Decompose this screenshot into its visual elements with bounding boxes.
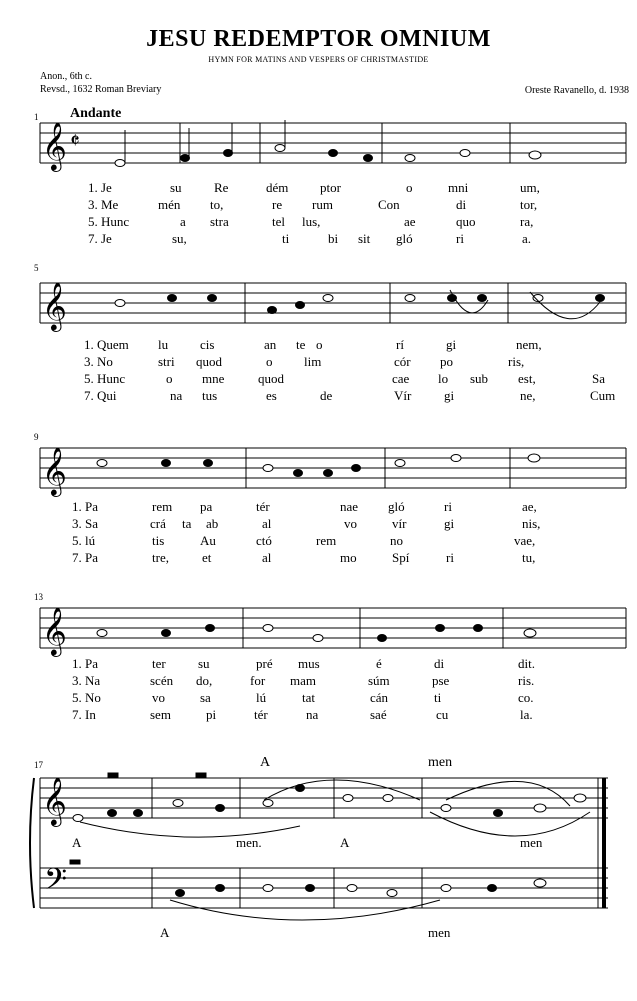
lyric-syllable: rem [316, 533, 337, 548]
lyric-syllable: tus [202, 388, 218, 403]
lyric-syllable: nis, [522, 516, 541, 531]
lyric-syllable: rí [396, 337, 404, 352]
lyric-syllable: cór [394, 354, 411, 369]
lyric-syllable: lú [256, 690, 267, 705]
lyric-syllable: rem [152, 499, 173, 514]
lyric-syllable: o [406, 180, 413, 195]
lyric-syllable: Vír [394, 388, 412, 403]
measure-number: 1 [34, 112, 39, 122]
lyric-syllable: na [306, 707, 319, 722]
treble-clef-icon: 𝄞 [42, 776, 67, 825]
lyric-syllable: mne [202, 371, 225, 386]
lyric-syllable: mén [158, 197, 181, 212]
lyric-syllable: mni [448, 180, 469, 195]
lyric-syllable: ab [206, 516, 219, 531]
lyric-syllable: 1. Quem [84, 337, 129, 352]
lyric-syllable: é [376, 656, 382, 671]
lyric-syllable: vae, [514, 533, 536, 548]
lyric-syllable: gi [446, 337, 457, 352]
treble-clef-icon: 𝄞 [42, 446, 67, 495]
lyric-syllable: la. [520, 707, 533, 722]
composer-credit: Oreste Ravanello, d. 1938 [524, 85, 629, 96]
lyric-syllable: sub [470, 371, 489, 386]
lyric-syllable: 7. In [72, 707, 96, 722]
lyric-syllable: for [250, 673, 266, 688]
lyric-syllable: vo [152, 690, 165, 705]
lyric-syllable: te [296, 337, 306, 352]
lyric-syllable: tér [254, 707, 268, 722]
bass-clef-icon: 𝄢 [44, 863, 68, 904]
lyric-syllable: cis [200, 337, 215, 352]
text-revision: Revsd., 1632 Roman Breviary [40, 84, 162, 95]
lyric-syllable: de [320, 388, 333, 403]
lyric-syllable: 3. No [84, 354, 113, 369]
lyric-syllable: ris. [518, 673, 535, 688]
lyric-syllable: su [170, 180, 182, 195]
measure-number: 17 [34, 760, 43, 770]
lyric-syllable: gló [388, 499, 405, 514]
lyric-syllable: et [202, 550, 212, 565]
tempo-marking: Andante [70, 106, 122, 121]
lyric-syllable: ae, [522, 499, 537, 514]
lyric-syllable: cu [436, 707, 449, 722]
lyric-syllable: co. [518, 690, 534, 705]
lyric-syllable: dém [266, 180, 289, 195]
lyric-syllable: Cum [590, 388, 616, 403]
lyric-syllable: sa [200, 690, 211, 705]
lyric-syllable: ris, [508, 354, 525, 369]
staff-system-4 [40, 608, 626, 648]
lyric-syllable: es [266, 388, 277, 403]
lyric-syllable: o [316, 337, 323, 352]
lyric-syllable: rum [312, 197, 333, 212]
lyric-syllable: ne, [520, 388, 536, 403]
amen-upper-a: A [260, 755, 271, 770]
lyric-syllable: gi [444, 388, 455, 403]
lyric-syllable: 5. lú [72, 533, 96, 548]
lyric-syllable: tel [272, 214, 285, 229]
lyric-syllable: di [456, 197, 467, 212]
lyric-syllable: o [266, 354, 273, 369]
lyric-syllable: sit [358, 231, 371, 246]
lyric-syllable: scén [150, 673, 174, 688]
lyric-syllable: po [440, 354, 453, 369]
lyric-syllable: stri [158, 354, 175, 369]
common-time-icon: 𝄵 [70, 128, 80, 153]
lyric-syllable: 5. Hunc [84, 371, 126, 386]
measure-number: 13 [34, 592, 43, 602]
lyric-syllable: 7. Je [88, 231, 112, 246]
amen-treble-men2: men [520, 835, 543, 850]
lyric-syllable: pi [206, 707, 217, 722]
treble-clef-icon: 𝄞 [42, 606, 67, 655]
lyric-syllable: lim [304, 354, 322, 369]
lyric-syllable: tis [152, 533, 165, 548]
lyric-syllable: re [272, 197, 283, 212]
lyric-syllable: ri [444, 499, 452, 514]
lyric-syllable: gló [396, 231, 413, 246]
lyric-syllable: ptor [320, 180, 341, 195]
amen-bass-men: men [428, 925, 451, 940]
lyric-syllable: na [170, 388, 183, 403]
lyric-syllable: ae [404, 214, 416, 229]
lyric-syllable: pré [256, 656, 273, 671]
lyric-syllable: sem [150, 707, 171, 722]
lyric-syllable: súm [368, 673, 390, 688]
lyric-syllable: 3. Na [72, 673, 101, 688]
lyric-syllable: su, [172, 231, 187, 246]
lyric-syllable: tat [302, 690, 315, 705]
lyric-syllable: o [166, 371, 173, 386]
lyric-syllable: ri [446, 550, 454, 565]
lyric-syllable: 5. Hunc [88, 214, 130, 229]
lyric-syllable: al [262, 550, 272, 565]
lyric-syllable: mam [290, 673, 316, 688]
lyric-syllable: bi [328, 231, 339, 246]
lyric-syllable: tér [256, 499, 270, 514]
lyric-syllable: cán [370, 690, 389, 705]
lyric-syllable: Spí [392, 550, 410, 565]
lyric-syllable: ra, [520, 214, 534, 229]
text-author: Anon., 6th c. [40, 71, 92, 82]
lyric-syllable: 7. Pa [72, 550, 98, 565]
hymn-subtitle: HYMN FOR MATINS AND VESPERS OF CHRISTMASTIDE [208, 55, 429, 64]
staff-system-2 [40, 283, 626, 323]
lyric-syllable: ti [282, 231, 290, 246]
staff-system-3 [40, 448, 626, 488]
lyric-syllable: cae [392, 371, 410, 386]
lyric-syllable: mus [298, 656, 320, 671]
hymn-title: JESU REDEMPTOR OMNIUM [146, 26, 491, 52]
lyric-syllable: al [262, 516, 272, 531]
amen-treble-men1: men. [236, 835, 262, 850]
lyric-syllable: 5. No [72, 690, 101, 705]
lyric-syllable: gi [444, 516, 455, 531]
lyric-syllable: quod [196, 354, 222, 369]
measure-number: 5 [34, 263, 39, 273]
lyric-syllable: lus, [302, 214, 321, 229]
lyric-syllable: a [180, 214, 186, 229]
lyric-syllable: tu, [522, 550, 536, 565]
lyric-syllable: Con [378, 197, 400, 212]
lyric-syllable: 1. Pa [72, 499, 98, 514]
amen-treble-a1: A [72, 835, 82, 850]
lyric-syllable: ta [182, 516, 192, 531]
amen-treble-a2: A [340, 835, 350, 850]
lyric-syllable: di [434, 656, 445, 671]
lyric-syllable: vo [344, 516, 357, 531]
lyric-syllable: lu [158, 337, 169, 352]
lyric-syllable: 3. Me [88, 197, 119, 212]
lyric-syllable: 7. Qui [84, 388, 117, 403]
lyric-syllable: 1. Pa [72, 656, 98, 671]
lyric-syllable: crá [150, 516, 166, 531]
treble-clef-icon: 𝄞 [42, 121, 67, 170]
lyric-syllable: su [198, 656, 210, 671]
lyric-syllable: pse [432, 673, 450, 688]
measure-number: 9 [34, 432, 39, 442]
lyric-syllable: est, [518, 371, 536, 386]
lyric-syllable: an [264, 337, 277, 352]
lyric-syllable: pa [200, 499, 213, 514]
lyric-syllable: um, [520, 180, 540, 195]
lyric-syllable: Sa [592, 371, 605, 386]
lyric-syllable: ri [456, 231, 464, 246]
lyric-syllable: vír [392, 516, 407, 531]
lyric-syllable: dit. [518, 656, 535, 671]
amen-bass-a: A [160, 925, 170, 940]
lyric-syllable: nae [340, 499, 359, 514]
amen-upper-men: men [428, 755, 453, 770]
lyric-syllable: 3. Sa [72, 516, 98, 531]
treble-clef-icon: 𝄞 [42, 281, 67, 330]
lyric-syllable: lo [438, 371, 449, 386]
staff-system-5-treble [40, 778, 608, 818]
lyric-syllable: tre, [152, 550, 169, 565]
lyric-syllable: a. [522, 231, 532, 246]
lyric-syllable: saé [370, 707, 387, 722]
lyric-syllable: Re [214, 180, 229, 195]
lyric-syllable: mo [340, 550, 357, 565]
lyric-syllable: nem, [516, 337, 542, 352]
lyric-syllable: 1. Je [88, 180, 112, 195]
lyric-syllable: quod [258, 371, 284, 386]
lyric-syllable: ter [152, 656, 166, 671]
lyric-syllable: Au [200, 533, 216, 548]
lyric-syllable: to, [210, 197, 224, 212]
lyric-syllable: tor, [520, 197, 538, 212]
lyric-syllable: stra [210, 214, 229, 229]
lyric-syllable: ctó [256, 533, 272, 548]
lyric-syllable: quo [456, 214, 476, 229]
lyric-syllable: do, [196, 673, 213, 688]
lyric-syllable: ti [434, 690, 442, 705]
lyric-syllable: no [390, 533, 403, 548]
